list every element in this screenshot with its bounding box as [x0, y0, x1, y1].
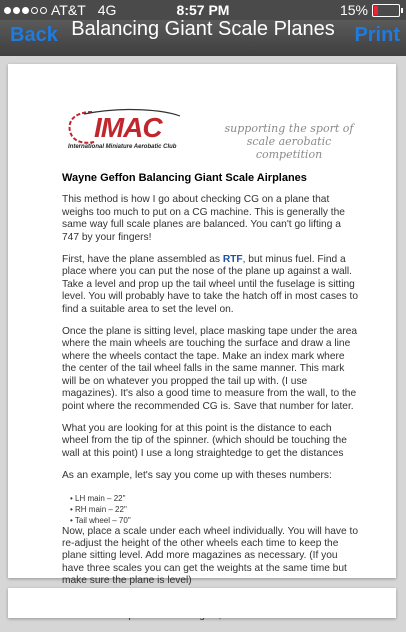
battery-icon	[372, 4, 400, 17]
paragraph-2	[62, 254, 358, 316]
list-item: • LH main – 22"	[70, 493, 358, 504]
print-button[interactable]: Print	[354, 24, 400, 46]
logo-subtitle: International Miniature Aerobatic Club	[68, 144, 177, 150]
carrier-name: AT&T	[51, 2, 86, 18]
back-button[interactable]: Back	[10, 24, 58, 46]
logo-text: IMAC	[94, 112, 162, 143]
list-item: • Tail wheel – 70"	[70, 515, 358, 526]
imac-logo	[64, 106, 184, 158]
paragraph-4: What you are looking for at this point is the distance to each wheel from the tip of the spinner. (which should be touching the wall at this point) I use a long straightedge to get the distances	[62, 422, 347, 459]
paragraph-1: This method is how I go about checking CG on a plane that weighs too much to put on a CG machine. This is generally the same way full scale planes are balanced. You can't go lifting a 747 by your fingers!	[62, 194, 345, 243]
article-heading: Wayne Geffon Balancing Giant Scale Airplanes	[62, 172, 307, 184]
article-body	[62, 172, 358, 632]
network-type: 4G	[97, 2, 117, 18]
paragraph-6: Now, place a scale under each wheel individually. You will have to re-adjust the height of the other wheels each time to keep the plane sitting level. Add more magazines as necessary. (If you have three scales you can get the weights at the same time but make sure the plane is level)	[62, 525, 358, 587]
clock: 8:57 PM	[176, 2, 230, 18]
list-item: • RH main – 22"	[70, 504, 358, 515]
paragraph-3: Once the plane is sitting level, place masking tape under the area where the main wheels are touching the surface and draw a line where the wheels contact the tape. Make an index mark where the center of the tail wheel falls in the same manner. This mark will be on whatever you propped the tail up with. (I use magazines). It's also a good time to measure from the wall, to the point where the recommended CG is. Save that number for later.	[62, 326, 358, 412]
battery-percent: 15%	[339, 2, 368, 18]
tagline-line-2: scale aerobatic competition	[246, 135, 332, 161]
measurement-list	[62, 493, 358, 526]
battery-info	[340, 2, 400, 18]
page-title: Balancing Giant Scale Planes	[71, 18, 335, 40]
document-page	[8, 64, 396, 587]
paragraph-5: As an example, let's say you come up with theses numbers:	[62, 470, 332, 482]
rtf-term: RTF	[222, 254, 243, 266]
paragraph-2-post: , but minus fuel. Find a place where you can put the nose of the plane up against a wall. Take a level and prop up the tail wheel until the fuselage is sitting level. You will probably have to take the hatch off in most cases to find a suitable area to set the level on.	[62, 254, 358, 315]
navigation-bar	[0, 20, 406, 56]
next-document-page	[8, 588, 396, 618]
paragraph-2-pre: First, have the plane assembled as	[62, 254, 223, 266]
tagline	[224, 122, 354, 161]
status-bar	[0, 0, 406, 20]
tagline-line-1: supporting the sport of	[224, 122, 354, 135]
